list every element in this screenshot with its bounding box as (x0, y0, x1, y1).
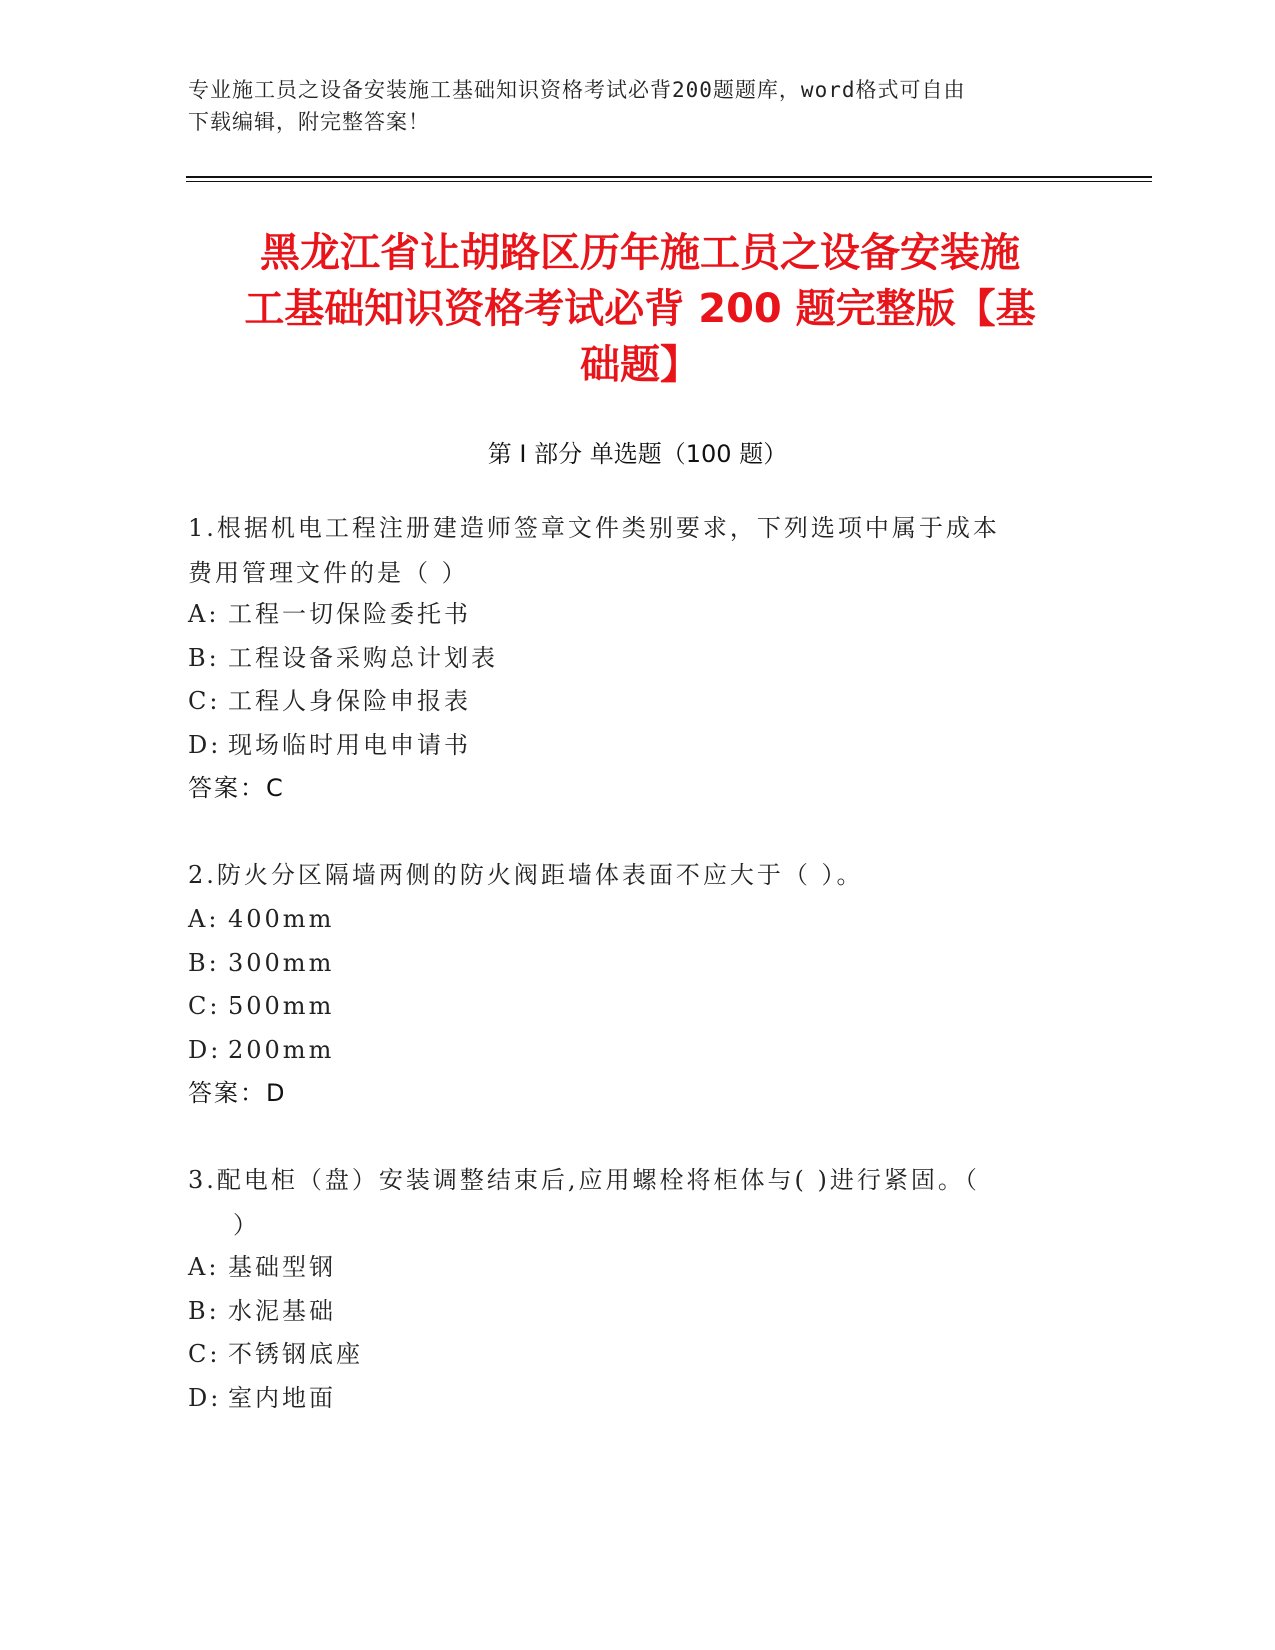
question-2-option-c (188, 984, 334, 1029)
option-text: 500mm (228, 992, 335, 1020)
document-title (190, 225, 1090, 393)
header-note (188, 74, 1088, 138)
option-letter: A: (188, 905, 220, 933)
question-3-option-b (188, 1289, 336, 1334)
option-letter: B: (188, 644, 220, 672)
option-text: 200mm (228, 1036, 335, 1064)
option-letter: C: (188, 687, 221, 715)
header-note-line-2: 下载编辑，附完整答案！ (188, 110, 430, 134)
question-3-option-d (188, 1376, 336, 1421)
option-text: 不锈钢底座 (228, 1340, 363, 1368)
question-1-stem-line-2: 费用管理文件的是（ ） (188, 559, 469, 587)
question-1-option-b (188, 636, 498, 681)
header-rule-thick (186, 176, 1152, 178)
option-letter: B: (188, 1297, 220, 1325)
option-text: 现场临时用电申请书 (228, 731, 471, 759)
option-text: 工程人身保险申报表 (228, 687, 471, 715)
header-rule-thin (186, 181, 1152, 182)
option-letter: A: (188, 1253, 220, 1281)
option-letter: D: (188, 1384, 222, 1412)
document-title-line-3: 础题】 (580, 342, 700, 388)
question-1-answer: 答案：C (188, 774, 285, 802)
question-3-stem-line-1: 3.配电柜（盘）安装调整结束后,应用螺栓将柜体与( )进行紧固。（ (188, 1166, 980, 1194)
option-text: 室内地面 (228, 1384, 336, 1412)
document-title-line-1: 黑龙江省让胡路区历年施工员之设备安装施 (260, 230, 1020, 276)
question-2-stem-line-1: 2.防火分区隔墙两侧的防火阀距墙体表面不应大于（ ）。 (188, 861, 864, 889)
question-2-option-b (188, 941, 334, 986)
question-2-stem (188, 853, 1068, 898)
question-3-stem (188, 1158, 1068, 1248)
question-2-answer: 答案：D (188, 1079, 287, 1107)
document-title-line-2: 工基础知识资格考试必背 200 题完整版【基 (244, 286, 1036, 332)
question-1-stem-line-1: 1.根据机电工程注册建造师签章文件类别要求，下列选项中属于成本 (188, 514, 1000, 542)
section-title: 第 I 部分 单选题（100 题） (487, 440, 788, 468)
question-2-option-d (188, 1028, 334, 1073)
question-1-option-a (188, 592, 471, 637)
option-letter: C: (188, 992, 221, 1020)
option-text: 水泥基础 (228, 1297, 336, 1325)
question-1-stem (188, 506, 1068, 596)
option-text: 400mm (228, 905, 335, 933)
option-letter: C: (188, 1340, 221, 1368)
option-text: 工程设备采购总计划表 (228, 644, 498, 672)
question-3-option-c (188, 1332, 363, 1377)
question-1-option-c (188, 679, 471, 724)
option-text: 300mm (228, 949, 335, 977)
question-3-stem-line-2: ） (233, 1211, 260, 1239)
header-note-line-1: 专业施工员之设备安装施工基础知识资格考试必背200题题库，word格式可自由 (188, 78, 966, 102)
question-1-option-d (188, 723, 471, 768)
question-3-option-a (188, 1245, 336, 1290)
option-letter: B: (188, 949, 220, 977)
option-letter: A: (188, 600, 220, 628)
option-letter: D: (188, 731, 222, 759)
question-2-option-a (188, 897, 334, 942)
option-letter: D: (188, 1036, 222, 1064)
option-text: 基础型钢 (228, 1253, 336, 1281)
option-text: 工程一切保险委托书 (228, 600, 471, 628)
